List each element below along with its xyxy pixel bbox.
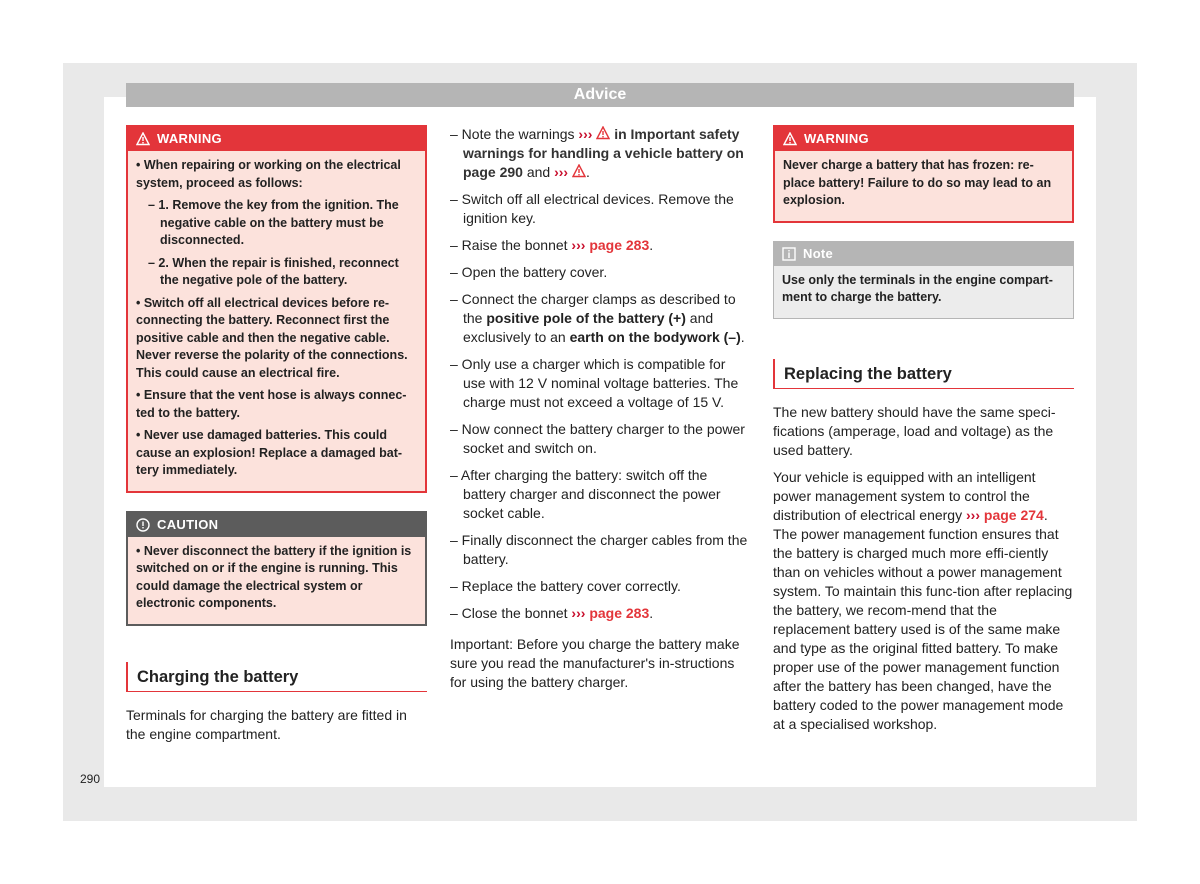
warning-title: WARNING [157,131,222,146]
reference-link[interactable]: in Important safety warnings for handling a vehicle battery on page 290 [463,126,744,180]
step-close-bonnet: – Close the bonnet ››› page 283. [450,605,654,621]
warning-intro: • When repairing or working on the electrical system, proceed as follows: [136,158,401,190]
page-header: Advice [126,83,1074,107]
note-text: Use only the terminals in the engine compart-ment to charge the battery. [782,272,1053,304]
warning-box [773,125,1074,223]
arrows-icon: ››› [571,605,586,621]
warning-icon [596,126,610,140]
page-link[interactable]: page 283 [589,237,650,253]
step-note-warnings: – Note the warnings ››› in Important safety warnings for handling a vehicle battery on page 290 and ››› . [450,126,744,180]
paragraph-text: Your vehicle is equipped with an intelligent power management system to control the distribution of electrical energy [773,468,1036,523]
warning-bullet-4: • Never use damaged batteries. This could cause an explosion! Replace a damaged bat-tery immediately. [136,428,403,477]
warning-body [775,151,1072,221]
step-open-cover: – Open the battery cover. [450,264,608,280]
step-text: and [526,164,551,180]
warning-icon [572,164,586,178]
step-connect-charger: – Now connect the battery charger to the power socket and switch on. [450,421,745,456]
info-icon [782,247,796,261]
warning-box [126,125,427,493]
section-title-charging: Charging the battery [126,662,427,692]
section-title-replacing: Replacing the battery [773,359,1074,389]
warning-bullet-2: • Switch off all electrical devices before re-connecting the battery. Reconnect first the positive cable and then the negative cable. Never reverse the polarity of the connections. This could cause an electrical fire. [136,295,408,380]
arrows-icon: ››› [571,237,586,253]
caution-header [128,513,425,537]
note-header [774,242,1073,266]
page-link[interactable]: page 274 [983,506,1044,523]
step-text: – Raise the bonnet [450,237,568,253]
column-left [126,125,427,752]
arrows-icon: ››› [554,164,569,180]
warning-title: WARNING [804,131,869,146]
page-number: 290 [80,772,101,786]
warning-step-1: – 1. Remove the key from the ignition. The negative cable on the battery must be disconnected. [148,198,399,247]
warning-body [128,151,425,491]
note-body [774,266,1073,318]
charging-paragraph: Terminals for charging the battery are fitted in the engine compartment. [126,706,407,742]
warning-header [775,127,1072,151]
step-emphasis: positive pole of the battery (+) [486,310,686,326]
replacing-paragraph-1: The new battery should have the same speci-fications (amperage, load and voltage) as the used battery. [773,403,1056,458]
caution-icon [136,518,150,532]
caution-box [126,511,427,626]
caution-bullet-1: • Never disconnect the battery if the ignition is switched on or if the engine is running. This could damage the electrical system or electronic components. [136,543,412,610]
warning-text: Never charge a battery that has frozen: re-place battery! Failure to do so may lead to an explosion. [783,158,1052,207]
step-text: and exclusively to an [463,310,714,345]
arrows-icon: ››› [966,506,980,523]
warning-bullet-3: • Ensure that the vent hose is always connec-ted to the battery. [136,388,407,420]
step-connect-clamps: – Connect the charger clamps as described to the positive pole of the battery (+) and exclusively to an earth on the bodywork (–). [450,291,745,345]
step-emphasis: earth on the bodywork (–) [569,329,741,345]
step-switch-off: – Switch off all electrical devices. Remove the ignition key. [450,191,734,226]
caution-body [128,537,425,624]
important-paragraph: Important: Before you charge the battery make sure you read the manufacturer's in-structions for using the battery charger. [450,636,740,690]
note-box [773,241,1074,319]
replacing-paragraph-2: Your vehicle is equipped with an intelligent power management system to control the distribution of electrical energy ››› page 274. The power management function ensures that the battery is charged much more effi-ciently than on vehicles without a power management system. To maintain this func-tion after replacing the battery, we recom-mend that the replacement battery used is of the same make and type as the original fitted battery. To make proper use of the power management function after the battery has been changed, have the battery coded to the power management mode at a specialised workshop. [773,468,1073,732]
warning-icon [783,132,797,146]
caution-title: CAUTION [157,516,219,532]
step-compatible-charger: – Only use a charger which is compatible for use with 12 V nominal voltage batteries. The charge must not exceed a voltage of 15 V. [450,356,739,410]
step-disconnect-cables: – Finally disconnect the charger cables from the battery. [450,532,748,567]
step-text: – Close the bonnet [450,605,568,621]
step-text: – Connect the charger clamps as described to the [450,291,736,326]
step-raise-bonnet: – Raise the bonnet ››› page 283. [450,237,654,253]
paragraph-text: The power management function ensures that the battery is charged much more effi-ciently than on vehicles without a power management system. To maintain this func-tion after replacing the battery, we recom-mend that the replacement battery used is of the same make and type as the original fitted battery. To make proper use of the power management function after the battery has been changed, have the battery coded to the power management mode at a specialised workshop. [773,525,1073,732]
warning-step-2: – 2. When the repair is finished, reconnect the negative pole of the battery. [148,255,399,287]
step-replace-cover: – Replace the battery cover correctly. [450,578,681,594]
column-middle [450,125,750,700]
step-text: – Note the warnings [450,126,575,142]
arrows-icon: ››› [578,126,593,142]
step-after-charging: – After charging the battery: switch off the battery charger and disconnect the power socket cable. [450,467,721,521]
note-title: Note [803,245,834,261]
column-right [773,125,1074,742]
warning-header [128,127,425,151]
warning-icon [136,132,150,146]
page-link[interactable]: page 283 [589,605,650,621]
